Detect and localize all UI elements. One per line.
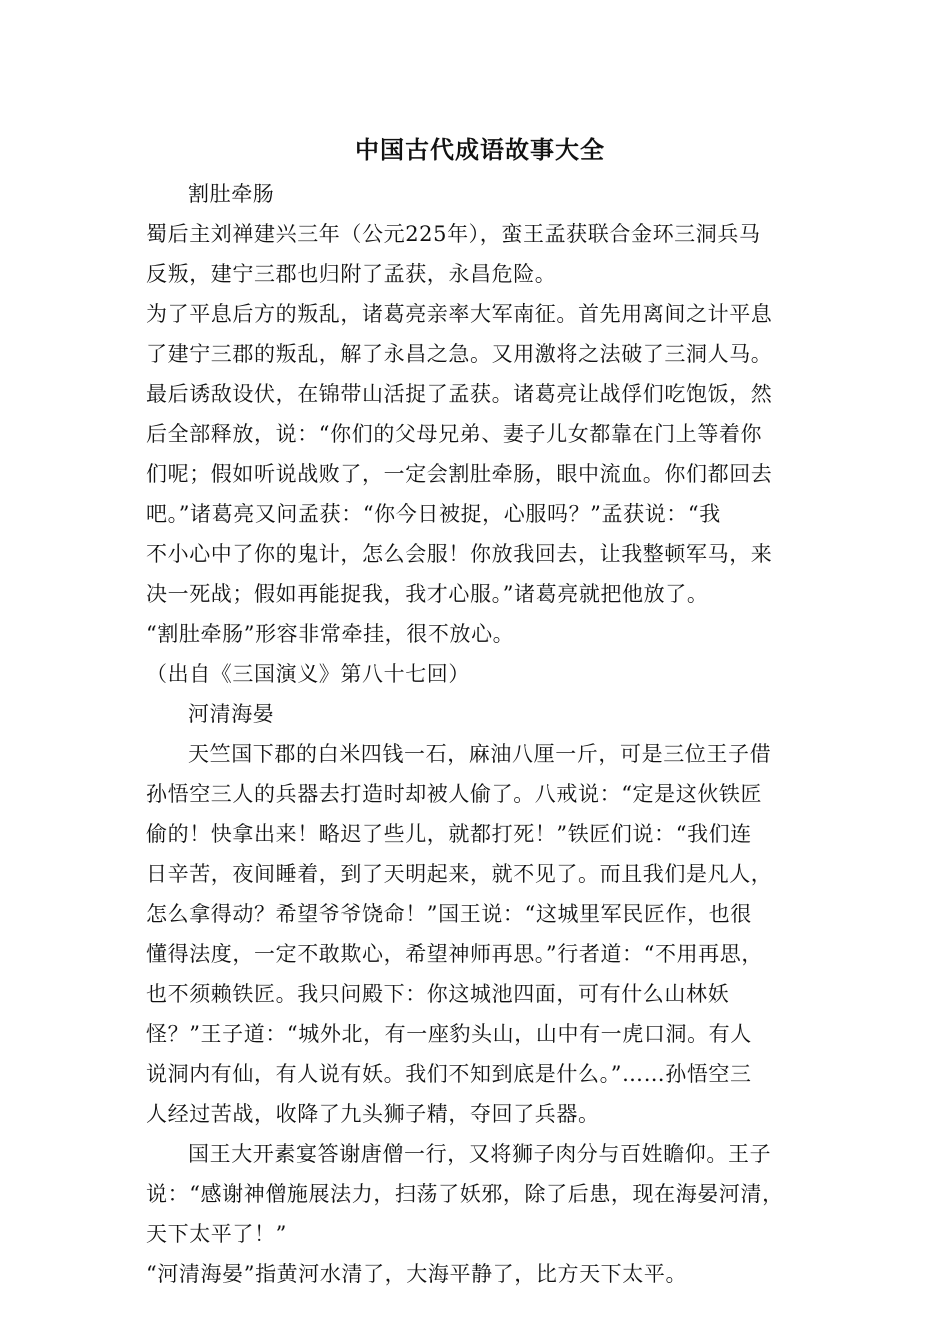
text-line: 也不须赖铁匠。我只问殿下：你这城池四面，可有什么山林妖 xyxy=(146,982,730,1006)
text-line: 反叛，建宁三郡也归附了孟获，永昌危险。 xyxy=(146,262,557,286)
text-line: 日辛苦，夜间睡着，到了天明起来，就不见了。而且我们是凡人， xyxy=(146,862,773,886)
text-line: 国王大开素宴答谢唐僧一行，又将狮子肉分与百姓瞻仰。王子 xyxy=(188,1142,772,1166)
text-line: 割肚牵肠 xyxy=(188,182,275,206)
text-line: 吧。”诸葛亮又问孟获：“你今日被捉，心服吗？”孟获说：“我 xyxy=(146,502,721,526)
text-line: “河清海晏”指黄河水清了，大海平静了，比方天下太平。 xyxy=(146,1262,688,1286)
document-content xyxy=(146,128,814,1294)
text-line: 懂得法度，一定不敢欺心，希望神师再思。”行者道：“不用再思， xyxy=(146,942,763,966)
text-line: 不小心中了你的鬼计，怎么会服！你放我回去，让我整顿军马，来 xyxy=(146,542,773,566)
text-line: 决一死战；假如再能捉我，我才心服。”诸葛亮就把他放了。 xyxy=(146,582,709,606)
text-line: 河清海晏 xyxy=(188,702,275,726)
text-line: 怎么拿得动？希望爷爷饶命！”国王说：“这城里军民匠作，也很 xyxy=(146,902,752,926)
text-line: 后全部释放，说：“你们的父母兄弟、妻子儿女都靠在门上等着你 xyxy=(146,422,763,446)
text-line: 为了平息后方的叛乱，诸葛亮亲率大军南征。首先用离间之计平息 xyxy=(146,302,773,326)
text-line: 天竺国下郡的白米四钱一石，麻油八厘一斤，可是三位王子借 xyxy=(188,742,772,766)
document-title: 中国古代成语故事大全 xyxy=(355,135,605,164)
text-line: 人经过苦战，收降了九头狮子精，夺回了兵器。 xyxy=(146,1102,600,1126)
document-body xyxy=(146,174,814,1294)
text-line: 怪？”王子道：“城外北，有一座豹头山，山中有一虎口洞。有人 xyxy=(146,1022,752,1046)
text-line: 说：“感谢神僧施展法力，扫荡了妖邪，除了后患，现在海晏河清， xyxy=(146,1182,784,1206)
text-line: 偷的！快拿出来！略迟了些儿，就都打死！”铁匠们说：“我们连 xyxy=(146,822,752,846)
text-line: 说洞内有仙，有人说有妖。我们不知到底是什么。”……孙悟空三 xyxy=(146,1062,752,1086)
text-line: 蜀后主刘禅建兴三年（公元225年），蛮王孟获联合金环三洞兵马 xyxy=(146,222,761,246)
text-line: 们呢；假如听说战败了，一定会割肚牵肠，眼中流血。你们都回去 xyxy=(146,462,773,486)
text-line: 孙悟空三人的兵器去打造时却被人偷了。八戒说：“定是这伙铁匠 xyxy=(146,782,763,806)
text-line: “割肚牵肠”形容非常牵挂，很不放心。 xyxy=(146,622,515,646)
text-line: 了建宁三郡的叛乱，解了永昌之急。又用激将之法破了三洞人马。 xyxy=(146,342,773,366)
text-line: （出自《三国演义》第八十七回） xyxy=(146,662,470,686)
text-line: 天下太平了！” xyxy=(146,1222,287,1246)
text-line: 最后诱敌设伏，在锦带山活捉了孟获。诸葛亮让战俘们吃饱饭，然 xyxy=(146,382,773,406)
